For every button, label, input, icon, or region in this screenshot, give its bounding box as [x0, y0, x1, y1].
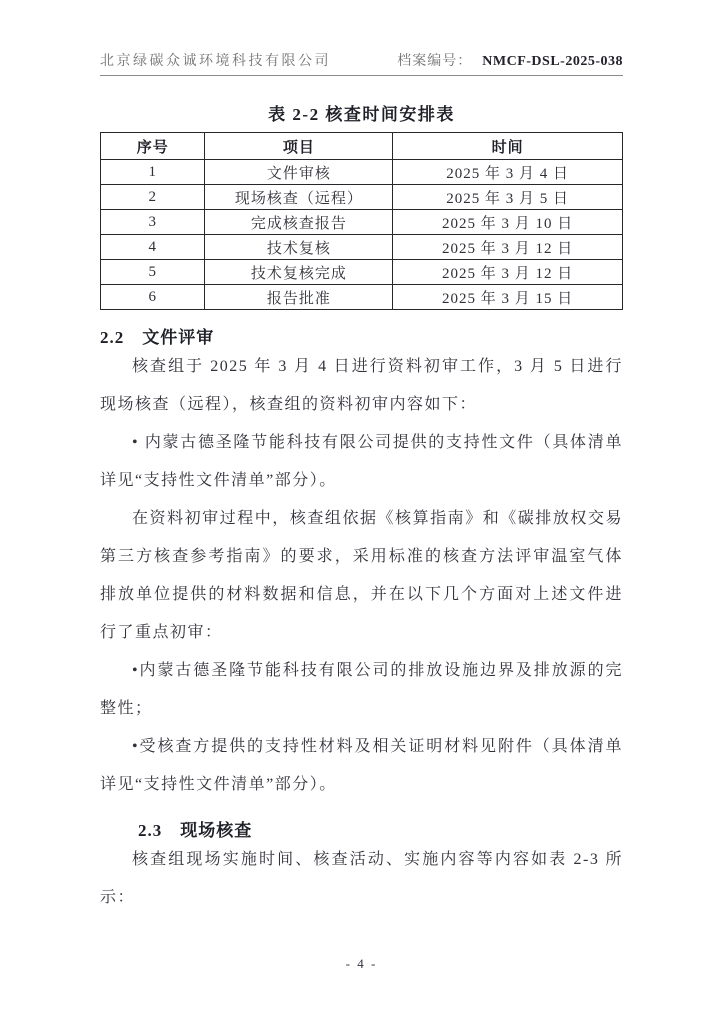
section-heading-2-3 [138, 816, 623, 841]
table-title: 表 2-2 核查时间安排表 [268, 105, 455, 124]
table-row [101, 210, 623, 235]
paragraph: 核查组于 2025 年 3 月 4 日进行资料初审工作，3 月 5 日进行现场核查（远程），核查组的资料初审内容如下： [100, 358, 623, 413]
schedule-table [100, 132, 623, 310]
table-row [101, 235, 623, 260]
bullet-paragraph: •受核查方提供的支持性材料及相关证明材料见附件（具体清单详见“支持性文件清单”部分）。 [100, 738, 623, 793]
cell-item: 完成核查报告 [205, 210, 393, 235]
cell-no: 5 [101, 260, 205, 285]
table-row [101, 260, 623, 285]
archive-number-field [397, 50, 623, 70]
page-header [100, 50, 623, 76]
cell-item: 技术复核完成 [205, 260, 393, 285]
paragraph: 核查组现场实施时间、核查活动、实施内容等内容如表 2-3 所示： [100, 851, 623, 906]
section-title: 文件评审 [142, 328, 215, 347]
cell-time: 2025 年 3 月 12 日 [393, 235, 623, 260]
bullet-paragraph: •内蒙古德圣隆节能科技有限公司的排放设施边界及排放源的完整性； [100, 662, 623, 717]
column-header-item: 项目 [205, 133, 393, 160]
paragraph: 在资料初审过程中，核查组依据《核算指南》和《碳排放权交易第三方核查参考指南》的要求，采用标准的核查方法评审温室气体排放单位提供的材料数据和信息，并在以下几个方面对上述文件进行了重点初审： [100, 510, 623, 641]
cell-item: 报告批准 [205, 285, 393, 310]
cell-no: 1 [101, 160, 205, 185]
cell-no: 2 [101, 185, 205, 210]
cell-item: 文件审核 [205, 160, 393, 185]
cell-item: 现场核查（远程） [205, 185, 393, 210]
cell-no: 3 [101, 210, 205, 235]
bullet-paragraph: • 内蒙古德圣隆节能科技有限公司提供的支持性文件（具体清单详见“支持性文件清单”部分）。 [100, 434, 623, 489]
table-row [101, 185, 623, 210]
section-heading-2-2 [100, 323, 623, 348]
table-row [101, 285, 623, 310]
table-row [101, 160, 623, 185]
column-header-time: 时间 [393, 133, 623, 160]
cell-time: 2025 年 3 月 4 日 [393, 160, 623, 185]
table-header-row [101, 133, 623, 160]
company-name: 北京绿碳众诚环境科技有限公司 [100, 54, 331, 69]
archive-label: 档案编号： [397, 54, 473, 69]
section-title: 现场核查 [180, 821, 253, 840]
section-number: 2.2 [100, 328, 125, 347]
section-number: 2.3 [138, 821, 163, 840]
cell-time: 2025 年 3 月 10 日 [393, 210, 623, 235]
cell-time: 2025 年 3 月 15 日 [393, 285, 623, 310]
column-header-no: 序号 [101, 133, 205, 160]
page-number: - 4 - [345, 956, 378, 971]
cell-item: 技术复核 [205, 235, 393, 260]
cell-time: 2025 年 3 月 5 日 [393, 185, 623, 210]
archive-number: NMCF-DSL-2025-038 [482, 54, 623, 69]
cell-no: 6 [101, 285, 205, 310]
cell-no: 4 [101, 235, 205, 260]
cell-time: 2025 年 3 月 12 日 [393, 260, 623, 285]
